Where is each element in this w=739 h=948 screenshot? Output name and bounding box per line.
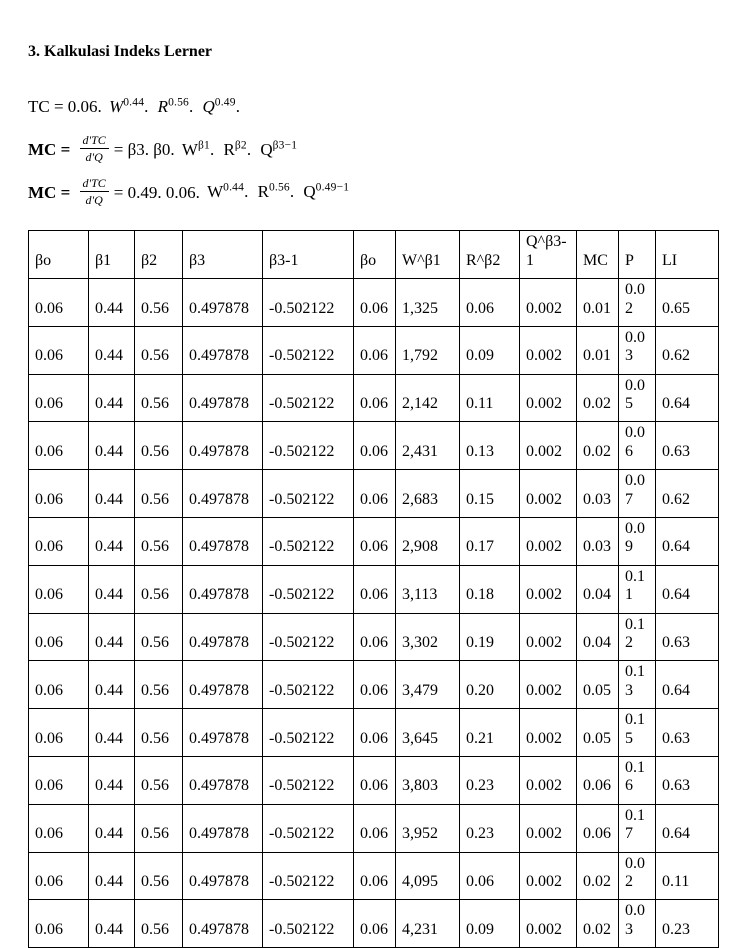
table-cell: 0.09	[460, 326, 520, 374]
table-cell: 0.002	[520, 422, 577, 470]
table-cell: 0.002	[520, 613, 577, 661]
table-cell: 0.44	[89, 422, 135, 470]
formula-mid: = β3. β0.	[113, 139, 179, 159]
column-header-b1: β1	[89, 231, 135, 279]
table-cell: 0.03	[619, 900, 656, 948]
table-cell: -0.502122	[263, 804, 354, 852]
table-cell: 0.06	[354, 518, 396, 566]
table-row	[29, 565, 719, 613]
table-cell: 0.63	[656, 613, 719, 661]
column-header-li: LI	[656, 231, 719, 279]
table-cell: 0.11	[460, 374, 520, 422]
table-cell: 0.62	[656, 470, 719, 518]
table-cell: 0.497878	[183, 804, 263, 852]
table-cell: 0.17	[460, 518, 520, 566]
formula-term: $Q^{0.49-1}$	[303, 181, 350, 202]
table-row	[29, 518, 719, 566]
table-cell: -0.502122	[263, 470, 354, 518]
table-cell: 0.002	[520, 565, 577, 613]
table-row	[29, 326, 719, 374]
formula-mid: = 0.49. 0.06.	[113, 182, 205, 202]
table-cell: 3,479	[396, 661, 460, 709]
lerner-table-body	[29, 279, 719, 948]
table-cell: 0.03	[619, 326, 656, 374]
table-row	[29, 756, 719, 804]
table-cell: 0.04	[577, 613, 619, 661]
table-cell: 0.002	[520, 326, 577, 374]
table-cell: -0.502122	[263, 900, 354, 948]
table-cell: 0.23	[656, 900, 719, 948]
table-cell: 0.06	[354, 565, 396, 613]
table-header-row	[29, 231, 719, 279]
column-header-mc: MC	[577, 231, 619, 279]
formula-prefix: TC = 0.06.	[28, 97, 107, 117]
table-cell: 0.44	[89, 613, 135, 661]
lerner-index-table	[28, 230, 719, 948]
table-cell: 0.03	[577, 470, 619, 518]
formula-mc-symbolic: MC = $\frac{d'TC}{d'Q}$ = β3. β0. $W^{\beta 1}$. $R^{\beta 2}$. $Q^{\beta 3-1}$	[28, 132, 298, 165]
table-cell: 0.06	[354, 756, 396, 804]
table-cell: 0.44	[89, 852, 135, 900]
derivative-fraction: $\frac{d'TC}{d'Q}$	[80, 133, 109, 165]
formula-term: $R^{0.56}$	[157, 96, 189, 117]
table-cell: 0.62	[656, 326, 719, 374]
table-cell: 0.06	[577, 756, 619, 804]
table-cell: 0.56	[135, 422, 183, 470]
table-cell: 0.06	[29, 518, 89, 566]
table-cell: 0.11	[619, 565, 656, 613]
table-cell: 0.06	[619, 422, 656, 470]
table-cell: 0.44	[89, 900, 135, 948]
table-cell: 0.09	[619, 518, 656, 566]
table-cell: 0.06	[460, 279, 520, 327]
table-cell: 0.05	[619, 374, 656, 422]
table-cell: 0.06	[29, 613, 89, 661]
table-cell: 0.02	[577, 422, 619, 470]
table-cell: 0.497878	[183, 613, 263, 661]
table-cell: 0.11	[656, 852, 719, 900]
table-cell: 0.56	[135, 613, 183, 661]
table-cell: 0.44	[89, 470, 135, 518]
table-cell: 0.56	[135, 279, 183, 327]
section-heading: 3. Kalkulasi Indeks Lerner	[28, 43, 213, 60]
table-cell: 0.56	[135, 852, 183, 900]
table-cell: 0.06	[29, 279, 89, 327]
column-header-b3-minus-1: β3-1	[263, 231, 354, 279]
table-cell: 0.64	[656, 804, 719, 852]
table-cell: 0.20	[460, 661, 520, 709]
table-cell: 0.64	[656, 661, 719, 709]
table-cell: 0.06	[354, 661, 396, 709]
table-cell: 0.06	[577, 804, 619, 852]
table-cell: 0.23	[460, 804, 520, 852]
table-cell: 0.63	[656, 709, 719, 757]
table-cell: 0.01	[577, 279, 619, 327]
table-cell: 0.44	[89, 279, 135, 327]
table-cell: 2,142	[396, 374, 460, 422]
table-cell: 0.15	[619, 709, 656, 757]
table-cell: 0.06	[354, 326, 396, 374]
formula-term: $W^{\beta 1}$	[181, 138, 210, 159]
table-cell: 0.002	[520, 756, 577, 804]
table-cell: 0.56	[135, 661, 183, 709]
table-cell: 0.19	[460, 613, 520, 661]
column-header-b3: β3	[183, 231, 263, 279]
table-cell: 0.497878	[183, 326, 263, 374]
formula-term: $R^{0.56}$	[257, 181, 290, 202]
table-cell: 3,803	[396, 756, 460, 804]
table-cell: -0.502122	[263, 422, 354, 470]
table-cell: 0.02	[577, 374, 619, 422]
table-cell: 3,645	[396, 709, 460, 757]
table-row	[29, 422, 719, 470]
table-cell: 0.56	[135, 518, 183, 566]
formula-term: $W^{0.44}$	[207, 181, 245, 202]
table-cell: -0.502122	[263, 661, 354, 709]
table-cell: 0.497878	[183, 422, 263, 470]
formula-term: $R^{\beta 2}$	[223, 138, 247, 159]
table-cell: 0.65	[656, 279, 719, 327]
formula-tc: TC = 0.06. $W^{0.44}$. $R^{0.56}$. $Q^{0.49}$.	[28, 96, 240, 117]
table-cell: 0.002	[520, 804, 577, 852]
table-cell: 0.002	[520, 279, 577, 327]
table-cell: 0.06	[354, 709, 396, 757]
table-cell: 0.56	[135, 326, 183, 374]
table-row	[29, 900, 719, 948]
table-cell: 0.56	[135, 900, 183, 948]
table-cell: -0.502122	[263, 709, 354, 757]
table-cell: 0.06	[29, 852, 89, 900]
table-cell: 0.64	[656, 565, 719, 613]
table-cell: 0.44	[89, 661, 135, 709]
table-cell: 0.497878	[183, 661, 263, 709]
column-header-p: P	[619, 231, 656, 279]
derivative-fraction: $\frac{d'TC}{d'Q}$	[80, 176, 109, 208]
table-cell: 0.497878	[183, 470, 263, 518]
table-cell: 0.497878	[183, 852, 263, 900]
table-row	[29, 613, 719, 661]
table-row	[29, 661, 719, 709]
column-header-w-pow-b1: W^β1	[396, 231, 460, 279]
table-cell: 0.497878	[183, 709, 263, 757]
table-cell: 0.09	[460, 900, 520, 948]
table-cell: 0.16	[619, 756, 656, 804]
table-cell: -0.502122	[263, 374, 354, 422]
column-header-q-pow-b3-1: Q^β3-1	[520, 231, 577, 279]
table-cell: 0.56	[135, 565, 183, 613]
table-cell: 0.06	[354, 804, 396, 852]
table-row	[29, 804, 719, 852]
table-cell: 0.56	[135, 756, 183, 804]
table-cell: 0.44	[89, 326, 135, 374]
table-cell: 0.63	[656, 756, 719, 804]
table-cell: 0.12	[619, 613, 656, 661]
table-cell: 0.03	[577, 518, 619, 566]
table-cell: 0.06	[29, 804, 89, 852]
formula-term: $Q^{\beta 3-1}$	[260, 138, 298, 159]
table-cell: 0.06	[29, 756, 89, 804]
table-cell: 0.06	[29, 326, 89, 374]
table-cell: 0.002	[520, 900, 577, 948]
table-cell: 0.06	[354, 613, 396, 661]
table-cell: 0.44	[89, 565, 135, 613]
table-cell: 0.002	[520, 661, 577, 709]
table-cell: -0.502122	[263, 565, 354, 613]
table-cell: 0.497878	[183, 374, 263, 422]
table-cell: 0.02	[577, 852, 619, 900]
table-cell: -0.502122	[263, 756, 354, 804]
table-cell: 0.06	[29, 661, 89, 709]
formula-lhs: MC =	[28, 139, 75, 159]
table-cell: 0.56	[135, 470, 183, 518]
table-cell: 0.06	[460, 852, 520, 900]
table-cell: 2,683	[396, 470, 460, 518]
table-cell: 0.497878	[183, 756, 263, 804]
table-cell: 0.06	[354, 279, 396, 327]
table-cell: 0.06	[354, 852, 396, 900]
table-cell: -0.502122	[263, 279, 354, 327]
table-cell: 3,113	[396, 565, 460, 613]
table-cell: 0.63	[656, 422, 719, 470]
table-cell: -0.502122	[263, 613, 354, 661]
table-cell: 0.497878	[183, 518, 263, 566]
column-header-b2: β2	[135, 231, 183, 279]
table-cell: -0.502122	[263, 852, 354, 900]
table-cell: 0.21	[460, 709, 520, 757]
table-cell: 0.497878	[183, 565, 263, 613]
table-cell: 0.56	[135, 374, 183, 422]
table-cell: 0.06	[354, 374, 396, 422]
table-cell: 0.44	[89, 804, 135, 852]
table-cell: 0.497878	[183, 279, 263, 327]
table-cell: 0.18	[460, 565, 520, 613]
table-cell: 0.56	[135, 804, 183, 852]
table-cell: 0.05	[577, 709, 619, 757]
table-cell: 0.01	[577, 326, 619, 374]
table-cell: 0.04	[577, 565, 619, 613]
table-cell: 0.44	[89, 518, 135, 566]
table-cell: 0.64	[656, 374, 719, 422]
table-cell: 0.06	[354, 422, 396, 470]
table-cell: 2,908	[396, 518, 460, 566]
table-cell: 2,431	[396, 422, 460, 470]
table-cell: 0.06	[29, 709, 89, 757]
table-cell: 0.002	[520, 470, 577, 518]
formula-term: $W^{0.44}$	[109, 96, 145, 117]
table-cell: 0.06	[29, 374, 89, 422]
table-cell: 0.497878	[183, 900, 263, 948]
table-cell: 0.44	[89, 756, 135, 804]
table-cell: 0.44	[89, 374, 135, 422]
table-cell: 0.06	[354, 470, 396, 518]
table-cell: 0.44	[89, 709, 135, 757]
formula-lhs: MC =	[28, 182, 75, 202]
table-cell: 0.002	[520, 374, 577, 422]
table-cell: 0.17	[619, 804, 656, 852]
table-cell: 3,952	[396, 804, 460, 852]
table-row	[29, 709, 719, 757]
formula-mc-numeric: MC = $\frac{d'TC}{d'Q}$ = 0.49. 0.06. $W^{0.44}$. $R^{0.56}$. $Q^{0.49-1}$	[28, 175, 350, 207]
table-cell: 1,792	[396, 326, 460, 374]
table-cell: 0.02	[619, 852, 656, 900]
table-cell: 0.06	[354, 900, 396, 948]
table-cell: 0.06	[29, 565, 89, 613]
table-cell: 0.56	[135, 709, 183, 757]
table-cell: -0.502122	[263, 518, 354, 566]
table-cell: 0.002	[520, 518, 577, 566]
table-cell: 4,095	[396, 852, 460, 900]
formula-term: $Q^{0.49}$	[202, 96, 236, 117]
table-cell: 0.02	[577, 900, 619, 948]
table-cell: 0.15	[460, 470, 520, 518]
table-row	[29, 374, 719, 422]
table-cell: 0.23	[460, 756, 520, 804]
table-cell: 0.06	[29, 900, 89, 948]
table-cell: 4,231	[396, 900, 460, 948]
table-cell: 0.13	[460, 422, 520, 470]
column-header-r-pow-b2: R^β2	[460, 231, 520, 279]
table-cell: -0.502122	[263, 326, 354, 374]
table-cell: 0.07	[619, 470, 656, 518]
table-cell: 1,325	[396, 279, 460, 327]
table-cell: 0.06	[29, 470, 89, 518]
table-row	[29, 470, 719, 518]
column-header-bo-2: βo	[354, 231, 396, 279]
table-cell: 0.06	[29, 422, 89, 470]
table-cell: 0.002	[520, 852, 577, 900]
table-row	[29, 279, 719, 327]
table-row	[29, 852, 719, 900]
table-cell: 0.002	[520, 709, 577, 757]
table-cell: 3,302	[396, 613, 460, 661]
column-header-bo: βo	[29, 231, 89, 279]
table-cell: 0.13	[619, 661, 656, 709]
table-cell: 0.05	[577, 661, 619, 709]
table-cell: 0.64	[656, 518, 719, 566]
table-cell: 0.02	[619, 279, 656, 327]
